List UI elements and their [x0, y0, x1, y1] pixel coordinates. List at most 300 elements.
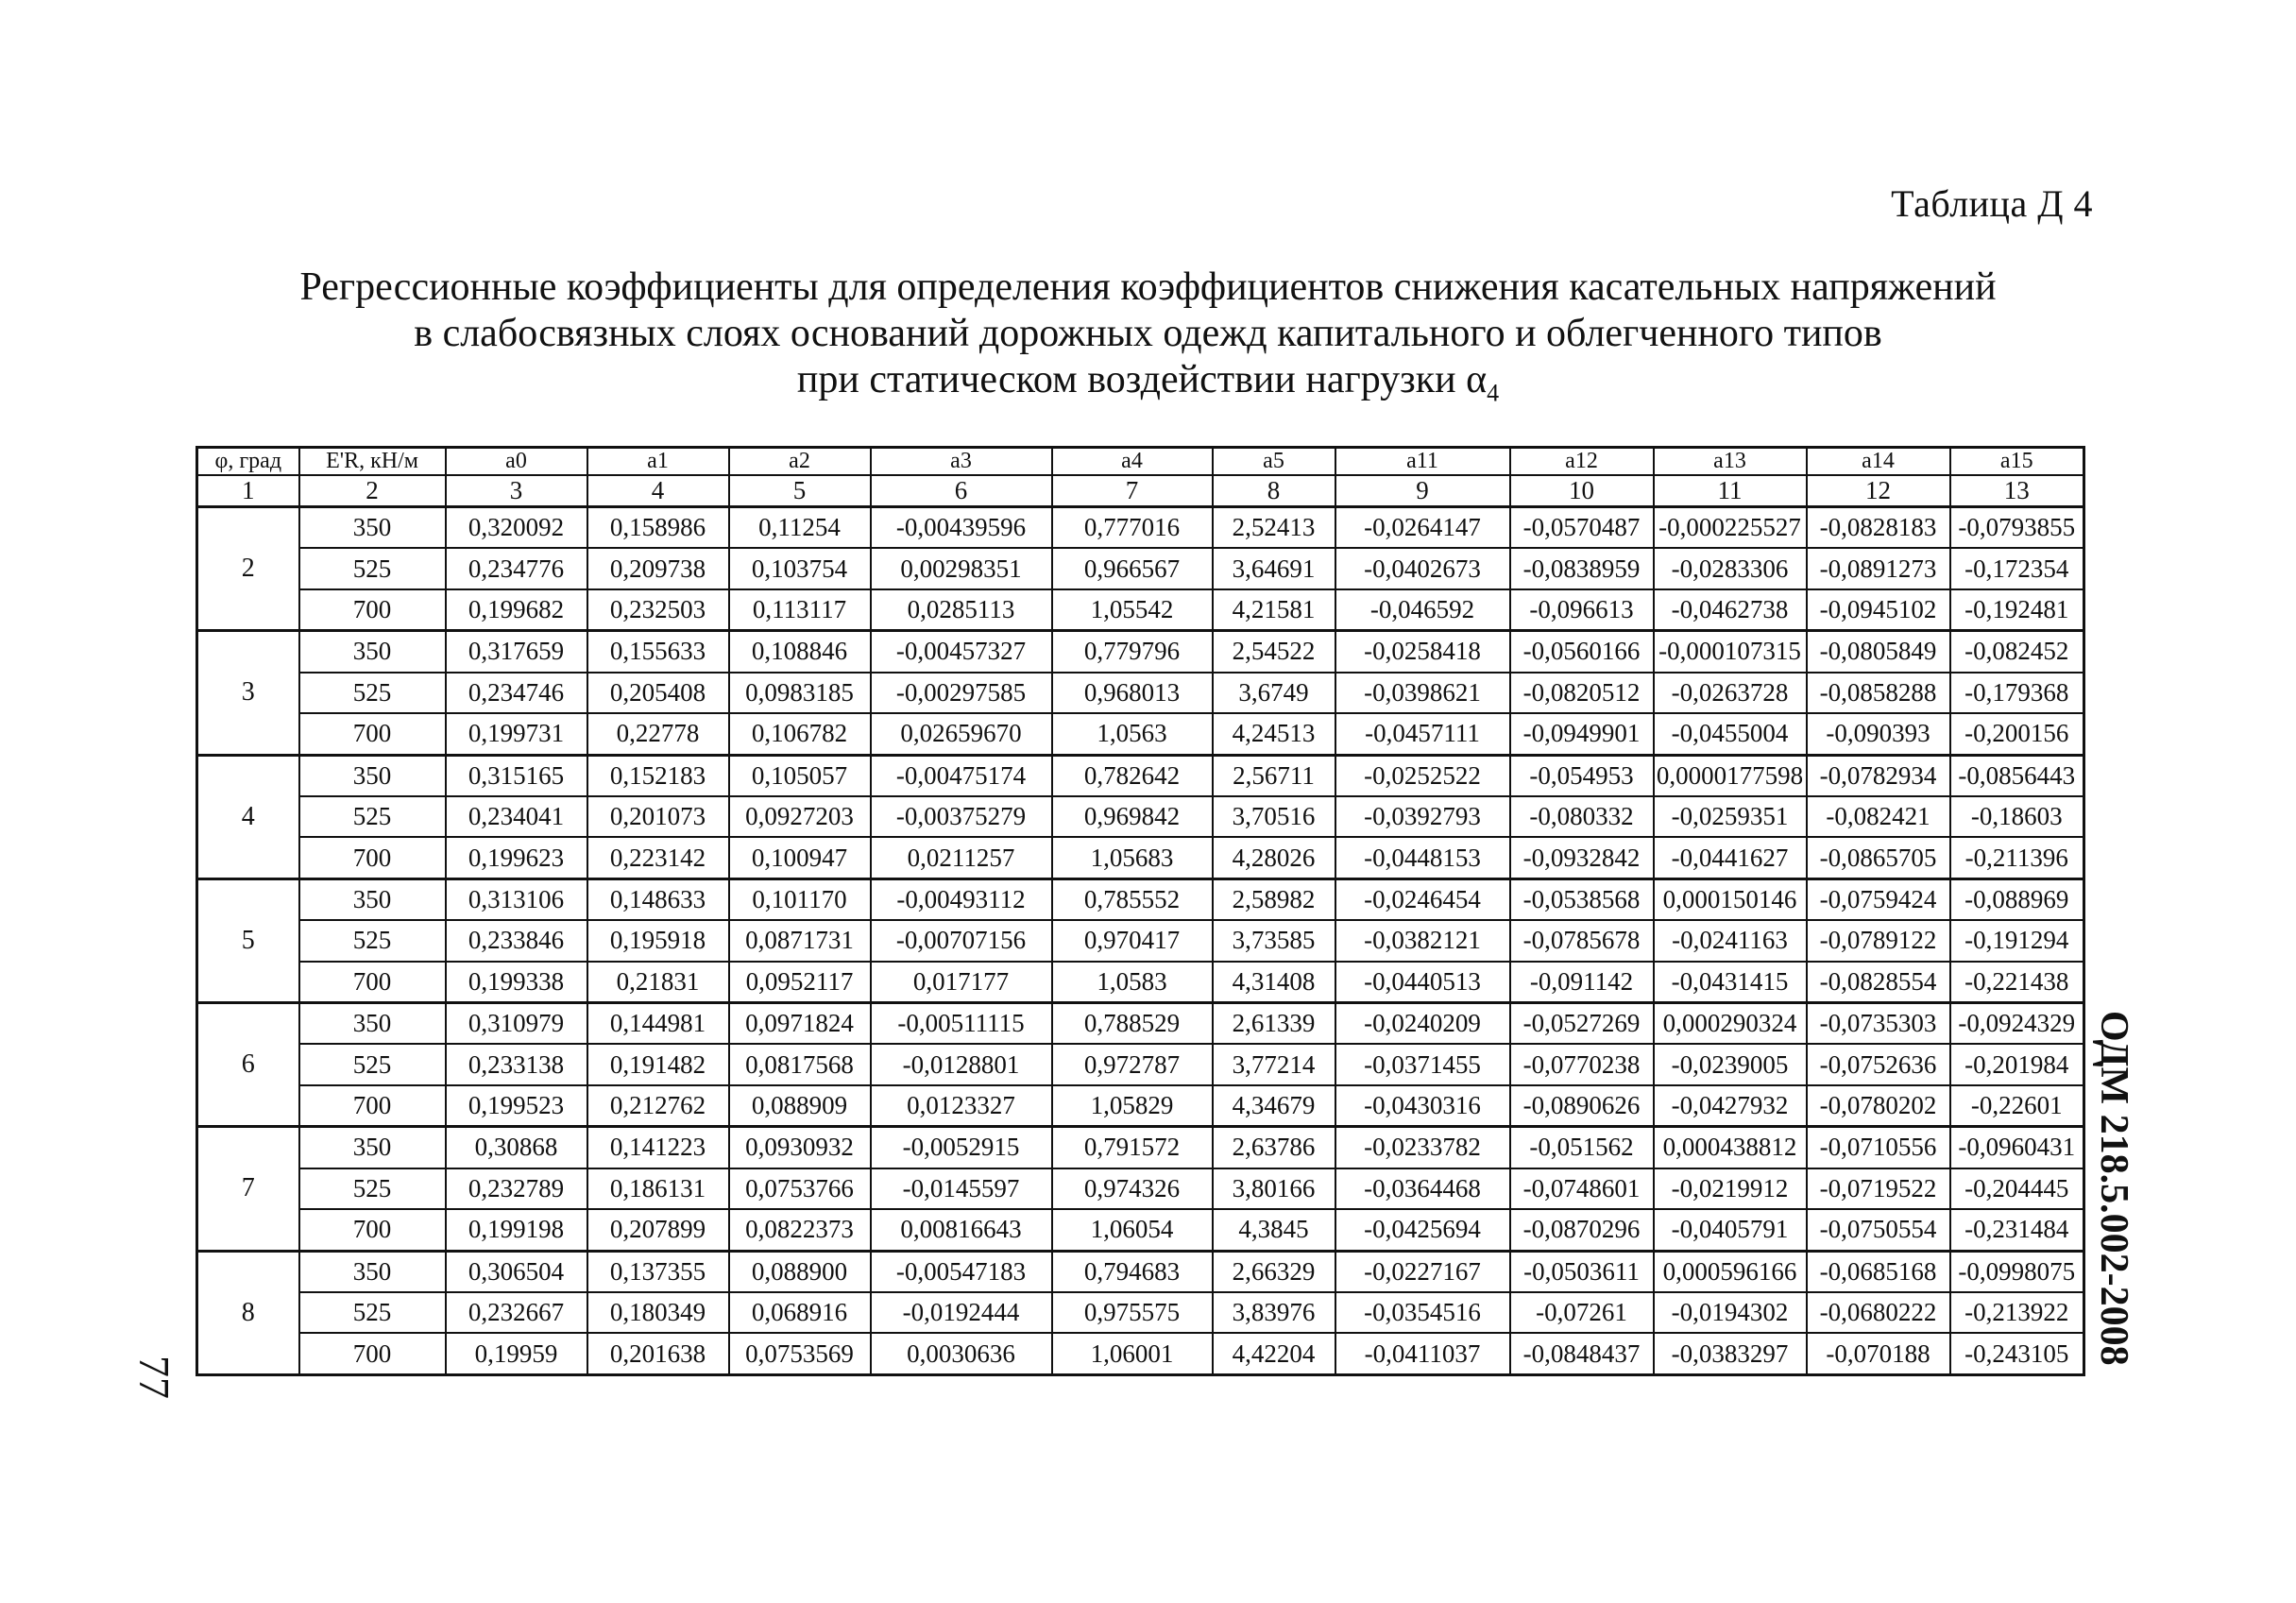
coefficient-cell: 0,195918 [587, 920, 729, 961]
title-line-3-text: при статическом воздействии нагрузки α [796, 358, 1488, 401]
coefficient-cell: -0,0828183 [1807, 507, 1950, 549]
coefficient-cell: 0,232667 [446, 1292, 587, 1333]
coefficient-cell: 0,000596166 [1654, 1251, 1807, 1292]
coefficient-cell: -0,243105 [1950, 1333, 2084, 1374]
coefficient-cell: -0,0258418 [1335, 631, 1510, 673]
er-cell: 525 [299, 1168, 446, 1209]
coefficient-cell: 0,000290324 [1654, 1003, 1807, 1045]
coefficient-cell: -0,0748601 [1510, 1168, 1654, 1209]
coefficient-cell: -0,0241163 [1654, 920, 1807, 961]
coefficient-cell: 0,02659670 [871, 713, 1052, 755]
table-body [197, 507, 2084, 1375]
coefficient-cell: 0,199731 [446, 713, 587, 755]
coefficient-cell: 0,199338 [446, 962, 587, 1003]
coefficient-cell: -0,082421 [1807, 796, 1950, 837]
coefficient-cell: -0,0680222 [1807, 1292, 1950, 1333]
coefficient-cell: -0,0858288 [1807, 673, 1950, 713]
coefficient-cell: 0,234041 [446, 796, 587, 837]
header-a2: a2 [729, 448, 871, 476]
coefficient-cell: 0,966567 [1052, 548, 1213, 588]
column-index-cell: 8 [1213, 475, 1335, 507]
coefficient-cell: 0,0753569 [729, 1333, 871, 1374]
coefficient-cell: -0,090393 [1807, 713, 1950, 755]
coefficient-cell: 2,52413 [1213, 507, 1335, 549]
coefficient-cell: 0,212762 [587, 1085, 729, 1127]
table-row [197, 920, 2084, 961]
coefficient-cell: -0,0891273 [1807, 548, 1950, 588]
coefficient-cell: 4,34679 [1213, 1085, 1335, 1127]
coefficient-cell: 0,234746 [446, 673, 587, 713]
coefficient-cell: 0,21831 [587, 962, 729, 1003]
table-title [0, 264, 2296, 416]
coefficient-cell: 0,234776 [446, 548, 587, 588]
coefficient-cell: -0,00547183 [871, 1251, 1052, 1292]
column-index-cell: 4 [587, 475, 729, 507]
header-a4: a4 [1052, 448, 1213, 476]
coefficient-cell: -0,0805849 [1807, 631, 1950, 673]
coefficient-cell: -0,0405791 [1654, 1209, 1807, 1251]
coefficient-cell: 0,22778 [587, 713, 729, 755]
coefficient-cell: -0,0890626 [1510, 1085, 1654, 1127]
coefficient-cell: -0,179368 [1950, 673, 2084, 713]
coefficient-cell: -0,0560166 [1510, 631, 1654, 673]
coefficient-cell: -0,0789122 [1807, 920, 1950, 961]
table-row [197, 589, 2084, 631]
coefficient-cell: -0,211396 [1950, 837, 2084, 878]
coefficient-cell: -0,191294 [1950, 920, 2084, 961]
coefficient-cell: -0,0227167 [1335, 1251, 1510, 1292]
table-row [197, 1209, 2084, 1251]
coefficient-cell: 0,317659 [446, 631, 587, 673]
coefficient-cell: -0,0398621 [1335, 673, 1510, 713]
coefficient-cell: 0,108846 [729, 631, 871, 673]
coefficient-cell: -0,091142 [1510, 962, 1654, 1003]
coefficient-cell: 3,83976 [1213, 1292, 1335, 1333]
phi-cell: 7 [197, 1127, 299, 1251]
coefficient-cell: -0,0425694 [1335, 1209, 1510, 1251]
coefficient-cell: 0,233138 [446, 1044, 587, 1084]
coefficient-cell: 0,777016 [1052, 507, 1213, 549]
coefficient-cell: 4,42204 [1213, 1333, 1335, 1374]
phi-cell: 6 [197, 1003, 299, 1127]
coefficient-cell: 0,0983185 [729, 673, 871, 713]
coefficient-cell: -0,204445 [1950, 1168, 2084, 1209]
coefficient-cell: 0,152183 [587, 755, 729, 796]
coefficient-cell: 0,232789 [446, 1168, 587, 1209]
coefficient-cell: 3,77214 [1213, 1044, 1335, 1084]
coefficient-cell: -0,0431415 [1654, 962, 1807, 1003]
er-cell: 350 [299, 878, 446, 920]
coefficient-cell: 0,0123327 [871, 1085, 1052, 1127]
coefficient-cell: -0,0685168 [1807, 1251, 1950, 1292]
coefficient-cell: -0,0052915 [871, 1127, 1052, 1168]
column-index-cell: 9 [1335, 475, 1510, 507]
coefficient-cell: 0,30868 [446, 1127, 587, 1168]
coefficient-cell: 0,969842 [1052, 796, 1213, 837]
header-a0: a0 [446, 448, 587, 476]
coefficient-cell: -0,172354 [1950, 548, 2084, 588]
coefficient-cell: -0,0759424 [1807, 878, 1950, 920]
table-row [197, 1292, 2084, 1333]
phi-cell: 3 [197, 631, 299, 755]
coefficient-cell: -0,0848437 [1510, 1333, 1654, 1374]
coefficient-cell: 0,017177 [871, 962, 1052, 1003]
coefficient-cell: 0,970417 [1052, 920, 1213, 961]
table-row [197, 837, 2084, 878]
coefficient-cell: -0,0752636 [1807, 1044, 1950, 1084]
coefficient-cell: -0,0145597 [871, 1168, 1052, 1209]
coefficient-cell: 0,186131 [587, 1168, 729, 1209]
er-cell: 700 [299, 713, 446, 755]
header-er: E'R, кН/м [299, 448, 446, 476]
coefficient-cell: -0,00511115 [871, 1003, 1052, 1045]
coefficient-cell: 1,05829 [1052, 1085, 1213, 1127]
coefficients-table [196, 446, 2085, 1376]
coefficient-cell: -0,0870296 [1510, 1209, 1654, 1251]
column-index-cell: 10 [1510, 475, 1654, 507]
coefficient-cell: 0,199523 [446, 1085, 587, 1127]
coefficient-cell: 2,61339 [1213, 1003, 1335, 1045]
coefficient-cell: 0,103754 [729, 548, 871, 588]
header-row [197, 448, 2084, 476]
er-cell: 700 [299, 1333, 446, 1374]
coefficient-cell: 0,974326 [1052, 1168, 1213, 1209]
coefficient-cell: 0,155633 [587, 631, 729, 673]
header-a13: a13 [1654, 448, 1807, 476]
er-cell: 350 [299, 1003, 446, 1045]
coefficient-cell: -0,0252522 [1335, 755, 1510, 796]
table-row [197, 962, 2084, 1003]
coefficient-cell: 1,06001 [1052, 1333, 1213, 1374]
header-a5: a5 [1213, 448, 1335, 476]
coefficient-cell: -0,0793855 [1950, 507, 2084, 549]
coefficient-cell: -0,07261 [1510, 1292, 1654, 1333]
coefficient-cell: 0,207899 [587, 1209, 729, 1251]
coefficient-cell: -0,0750554 [1807, 1209, 1950, 1251]
coefficient-cell: 0,137355 [587, 1251, 729, 1292]
table-row [197, 631, 2084, 673]
table-row [197, 796, 2084, 837]
column-index-cell: 3 [446, 475, 587, 507]
coefficient-cell: -0,0246454 [1335, 878, 1510, 920]
coefficient-cell: 0,199198 [446, 1209, 587, 1251]
coefficient-cell: -0,231484 [1950, 1209, 2084, 1251]
coefficient-cell: 0,0817568 [729, 1044, 871, 1084]
column-index-cell: 12 [1807, 475, 1950, 507]
title-line-3 [0, 357, 2296, 416]
coefficient-cell: -0,0820512 [1510, 673, 1654, 713]
coefficient-cell: 0,968013 [1052, 673, 1213, 713]
coefficient-cell: 0,785552 [1052, 878, 1213, 920]
table-row [197, 1085, 2084, 1127]
coefficient-cell: 0,00298351 [871, 548, 1052, 588]
coefficient-cell: 2,66329 [1213, 1251, 1335, 1292]
er-cell: 700 [299, 1085, 446, 1127]
coefficient-cell: -0,0710556 [1807, 1127, 1950, 1168]
coefficient-cell: 3,73585 [1213, 920, 1335, 961]
coefficient-cell: -0,0735303 [1807, 1003, 1950, 1045]
coefficient-cell: 0,975575 [1052, 1292, 1213, 1333]
er-cell: 525 [299, 796, 446, 837]
coefficient-cell: 0,19959 [446, 1333, 587, 1374]
coefficient-cell: -0,0219912 [1654, 1168, 1807, 1209]
coefficient-cell: 0,0971824 [729, 1003, 871, 1045]
coefficient-cell: -0,0371455 [1335, 1044, 1510, 1084]
coefficient-cell: 0,0930932 [729, 1127, 871, 1168]
coefficient-cell: 0,0030636 [871, 1333, 1052, 1374]
coefficient-cell: 0,310979 [446, 1003, 587, 1045]
column-index-cell: 13 [1950, 475, 2084, 507]
coefficient-cell: 0,000438812 [1654, 1127, 1807, 1168]
coefficient-cell: 0,0211257 [871, 837, 1052, 878]
coefficient-cell: -0,00493112 [871, 878, 1052, 920]
er-cell: 525 [299, 548, 446, 588]
coefficient-cell: 0,0822373 [729, 1209, 871, 1251]
coefficient-cell: -0,0856443 [1950, 755, 2084, 796]
coefficient-cell: -0,054953 [1510, 755, 1654, 796]
coefficient-cell: 0,141223 [587, 1127, 729, 1168]
coefficient-cell: 0,209738 [587, 548, 729, 588]
coefficient-cell: -0,0949901 [1510, 713, 1654, 755]
coefficient-cell: -0,0945102 [1807, 589, 1950, 631]
coefficient-cell: -0,0259351 [1654, 796, 1807, 837]
table-row [197, 673, 2084, 713]
phi-cell: 8 [197, 1251, 299, 1375]
coefficient-cell: 0,791572 [1052, 1127, 1213, 1168]
column-index-cell: 5 [729, 475, 871, 507]
table-row [197, 1333, 2084, 1374]
coefficient-cell: 0,0753766 [729, 1168, 871, 1209]
coefficient-cell: -0,070188 [1807, 1333, 1950, 1374]
coefficient-cell: -0,0770238 [1510, 1044, 1654, 1084]
coefficient-cell: 0,313106 [446, 878, 587, 920]
coefficient-cell: -0,192481 [1950, 589, 2084, 631]
coefficient-cell: -0,0538568 [1510, 878, 1654, 920]
er-cell: 525 [299, 1044, 446, 1084]
er-cell: 525 [299, 673, 446, 713]
coefficient-cell: -0,0440513 [1335, 962, 1510, 1003]
coefficient-cell: 0,782642 [1052, 755, 1213, 796]
coefficient-cell: 0,000150146 [1654, 878, 1807, 920]
coefficient-cell: -0,18603 [1950, 796, 2084, 837]
table-row [197, 1044, 2084, 1084]
coefficient-cell: -0,0128801 [871, 1044, 1052, 1084]
coefficient-cell: -0,0998075 [1950, 1251, 2084, 1292]
coefficient-cell: 2,56711 [1213, 755, 1335, 796]
column-index-cell: 2 [299, 475, 446, 507]
coefficient-cell: 0,0871731 [729, 920, 871, 961]
coefficient-cell: -0,0828554 [1807, 962, 1950, 1003]
page-number: 77 [130, 1356, 179, 1399]
title-line-3-subscript: 4 [1487, 379, 1500, 407]
coefficient-cell: 0,00816643 [871, 1209, 1052, 1251]
coefficient-cell: -0,0427932 [1654, 1085, 1807, 1127]
coefficient-cell: 0,144981 [587, 1003, 729, 1045]
coefficient-cell: 0,306504 [446, 1251, 587, 1292]
coefficient-cell: 0,100947 [729, 837, 871, 878]
coefficient-cell: -0,00475174 [871, 755, 1052, 796]
er-cell: 525 [299, 1292, 446, 1333]
coefficient-cell: -0,0430316 [1335, 1085, 1510, 1127]
coefficient-cell: 0,158986 [587, 507, 729, 549]
column-index-cell: 11 [1654, 475, 1807, 507]
coefficient-cell: 0,794683 [1052, 1251, 1213, 1292]
coefficient-cell: -0,0924329 [1950, 1003, 2084, 1045]
er-cell: 700 [299, 837, 446, 878]
coefficient-cell: 1,0563 [1052, 713, 1213, 755]
coefficient-cell: 0,201638 [587, 1333, 729, 1374]
coefficient-cell: -0,0838959 [1510, 548, 1654, 588]
coefficient-cell: 0,088909 [729, 1085, 871, 1127]
coefficient-cell: 1,05542 [1052, 589, 1213, 631]
coefficient-cell: -0,0865705 [1807, 837, 1950, 878]
coefficient-cell: -0,0411037 [1335, 1333, 1510, 1374]
phi-cell: 2 [197, 507, 299, 631]
column-index-cell: 1 [197, 475, 299, 507]
coefficient-cell: -0,0392793 [1335, 796, 1510, 837]
coefficient-cell: 3,6749 [1213, 673, 1335, 713]
coefficient-cell: -0,200156 [1950, 713, 2084, 755]
header-phi: φ, град [197, 448, 299, 476]
header-a1: a1 [587, 448, 729, 476]
coefficient-cell: 3,64691 [1213, 548, 1335, 588]
coefficient-cell: -0,0263728 [1654, 673, 1807, 713]
coefficient-cell: 2,54522 [1213, 631, 1335, 673]
coefficient-cell: -0,096613 [1510, 589, 1654, 631]
coefficient-cell: 0,232503 [587, 589, 729, 631]
table-row [197, 1003, 2084, 1045]
coefficient-cell: 0,105057 [729, 755, 871, 796]
coefficient-cell: -0,0239005 [1654, 1044, 1807, 1084]
coefficient-cell: -0,0960431 [1950, 1127, 2084, 1168]
coefficient-cell: 0,205408 [587, 673, 729, 713]
table-row [197, 1251, 2084, 1292]
coefficient-cell: 4,28026 [1213, 837, 1335, 878]
coefficient-cell: 0,106782 [729, 713, 871, 755]
coefficient-cell: 0,148633 [587, 878, 729, 920]
coefficient-cell: 0,788529 [1052, 1003, 1213, 1045]
coefficient-cell: 0,0927203 [729, 796, 871, 837]
header-a3: a3 [871, 448, 1052, 476]
header-a15: a15 [1950, 448, 2084, 476]
coefficient-cell: -0,051562 [1510, 1127, 1654, 1168]
coefficient-cell: -0,0441627 [1654, 837, 1807, 878]
coefficient-cell: 0,779796 [1052, 631, 1213, 673]
column-index-cell: 7 [1052, 475, 1213, 507]
coefficient-cell: 0,11254 [729, 507, 871, 549]
coefficient-cell: 0,180349 [587, 1292, 729, 1333]
coefficient-cell: 0,223142 [587, 837, 729, 878]
coefficient-cell: 0,0000177598 [1654, 755, 1807, 796]
table-row [197, 548, 2084, 588]
coefficient-cell: 3,70516 [1213, 796, 1335, 837]
table-row [197, 1127, 2084, 1168]
coefficient-cell: -0,213922 [1950, 1292, 2084, 1333]
coefficient-cell: -0,201984 [1950, 1044, 2084, 1084]
header-a11: a11 [1335, 448, 1510, 476]
coefficient-cell: -0,0194302 [1654, 1292, 1807, 1333]
coefficient-cell: -0,00297585 [871, 673, 1052, 713]
coefficient-cell: -0,0448153 [1335, 837, 1510, 878]
er-cell: 700 [299, 589, 446, 631]
er-cell: 350 [299, 755, 446, 796]
coefficient-cell: 0,320092 [446, 507, 587, 549]
coefficient-cell: -0,0462738 [1654, 589, 1807, 631]
table-row [197, 507, 2084, 549]
header-a12: a12 [1510, 448, 1654, 476]
coefficient-cell: -0,082452 [1950, 631, 2084, 673]
coefficient-cell: -0,00457327 [871, 631, 1052, 673]
coefficient-cell: -0,00375279 [871, 796, 1052, 837]
coefficient-cell: -0,221438 [1950, 962, 2084, 1003]
er-cell: 700 [299, 962, 446, 1003]
er-cell: 350 [299, 1127, 446, 1168]
er-cell: 525 [299, 920, 446, 961]
coefficient-cell: -0,0264147 [1335, 507, 1510, 549]
coefficient-cell: -0,0570487 [1510, 507, 1654, 549]
coefficient-cell: 2,58982 [1213, 878, 1335, 920]
coefficient-cell: -0,0719522 [1807, 1168, 1950, 1209]
coefficient-cell: 0,113117 [729, 589, 871, 631]
coefficient-cell: 4,31408 [1213, 962, 1335, 1003]
coefficient-cell: 0,068916 [729, 1292, 871, 1333]
title-line-2: в слабосвязных слоях оснований дорожных одежд капитального и облегченного типов [414, 312, 1882, 355]
coefficient-cell: 0,0285113 [871, 589, 1052, 631]
coefficient-cell: 0,191482 [587, 1044, 729, 1084]
coefficient-cell: 4,24513 [1213, 713, 1335, 755]
coefficient-cell: -0,0782934 [1807, 755, 1950, 796]
coefficient-cell: 2,63786 [1213, 1127, 1335, 1168]
coefficient-cell: -0,0382121 [1335, 920, 1510, 961]
coefficient-cell: -0,0503611 [1510, 1251, 1654, 1292]
coefficient-cell: -0,22601 [1950, 1085, 2084, 1127]
coefficient-cell: 1,0583 [1052, 962, 1213, 1003]
coefficient-cell: -0,088969 [1950, 878, 2084, 920]
coefficient-cell: 3,80166 [1213, 1168, 1335, 1209]
table-row [197, 755, 2084, 796]
coefficient-cell: 0,199623 [446, 837, 587, 878]
coefficient-cell: -0,0527269 [1510, 1003, 1654, 1045]
coefficient-cell: -0,0932842 [1510, 837, 1654, 878]
coefficient-cell: 4,21581 [1213, 589, 1335, 631]
coefficient-cell: 1,06054 [1052, 1209, 1213, 1251]
header-a14: a14 [1807, 448, 1950, 476]
table-label: Таблица Д 4 [1891, 182, 2093, 225]
coefficient-cell: 1,05683 [1052, 837, 1213, 878]
title-line-1: Регрессионные коэффициенты для определения коэффициентов снижения касательных напряжений [299, 265, 1997, 309]
coefficient-cell: -0,080332 [1510, 796, 1654, 837]
coefficient-cell: 0,315165 [446, 755, 587, 796]
coefficient-cell: -0,0780202 [1807, 1085, 1950, 1127]
er-cell: 350 [299, 507, 446, 549]
coefficient-cell: -0,00439596 [871, 507, 1052, 549]
coefficient-cell: -0,0457111 [1335, 713, 1510, 755]
table-row [197, 713, 2084, 755]
coefficient-cell: -0,000107315 [1654, 631, 1807, 673]
coefficient-cell: -0,0354516 [1335, 1292, 1510, 1333]
column-index-cell: 6 [871, 475, 1052, 507]
coefficient-cell: -0,0233782 [1335, 1127, 1510, 1168]
coefficient-cell: -0,0785678 [1510, 920, 1654, 961]
coefficient-cell: 0,088900 [729, 1251, 871, 1292]
coefficient-cell: 0,233846 [446, 920, 587, 961]
coefficient-cell: -0,0383297 [1654, 1333, 1807, 1374]
coefficient-cell: -0,0240209 [1335, 1003, 1510, 1045]
er-cell: 350 [299, 1251, 446, 1292]
coefficient-cell: -0,046592 [1335, 589, 1510, 631]
coefficient-cell: 0,972787 [1052, 1044, 1213, 1084]
er-cell: 350 [299, 631, 446, 673]
